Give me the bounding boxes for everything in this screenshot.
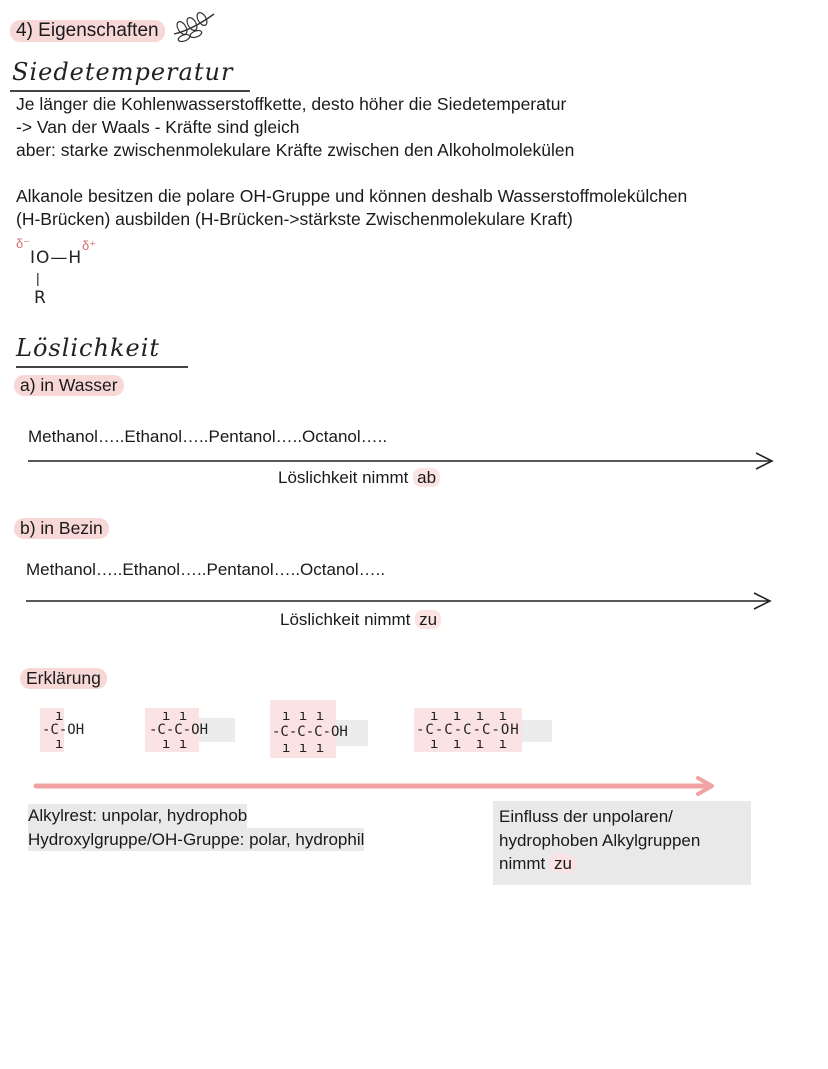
section-title [10,20,165,42]
in-wasser-text: a) in Wasser [20,375,118,395]
box-line: hydrophoben Alkylgruppen [499,830,701,850]
bond-mark: ı ı ı [282,740,325,756]
bond-mark: ı ı [162,708,188,724]
loeslichkeit-underline [16,366,188,368]
bond-mark: ı ı ı ı [430,736,511,752]
wasser-alcohol-chain: Methanol…..Ethanol…..Pentanol…..Octanol….. [28,427,388,446]
in-benzin-text: b) in Bezin [20,518,103,538]
alkyl-hydroxyl-notes [28,804,364,851]
delta-plus-label: δ⁺ [82,238,97,253]
molecule-propanol [270,700,370,758]
in-benzin-label [14,518,109,539]
molecule-butanol [414,708,554,752]
trend-prefix: Löslichkeit nimmt [280,610,416,629]
rest-label: R [34,288,46,308]
wasser-trend-label [278,468,440,488]
text-line: -> Van der Waals - Kräfte sind gleich [16,117,300,137]
trend-word: ab [413,468,440,487]
molecule-formula: -C-C-C-OH [272,724,348,740]
siedetemperatur-paragraph [16,93,574,162]
molecule-formula: -C-C-C-C-OH [416,722,520,738]
box-line: Einfluss der unpolaren/ [499,807,673,826]
hydroxyl-line: Hydroxylgruppe/OH-Gruppe: polar, hydrophil [28,828,364,852]
text-line: (H-Brücken) ausbilden (H-Brücken->stärkste Zwischenmolekulare Kraft) [16,209,573,229]
bond-mark: ı ı ı [282,708,325,724]
bond-mark: ı [55,708,64,724]
oh-group-label: IO—H [30,248,83,268]
bond-mark: ı ı [162,736,188,752]
box-trend-word: zu [550,854,576,873]
box-prefix: nimmt [499,854,550,873]
trend-prefix: Löslichkeit nimmt [278,468,414,487]
benzin-trend-label [280,610,441,630]
oh-highlight [522,720,552,742]
einfluss-box [493,801,751,885]
molecule-methanol [40,708,110,752]
siedetemperatur-underline [10,90,250,92]
section-title-text: 4) Eigenschaften [16,20,159,41]
bond-line: | [36,270,40,286]
trend-word: zu [415,610,441,629]
molecule-formula: -C-OH [42,722,85,738]
text-line: aber: starke zwischenmolekulare Kräfte zwischen den Alkoholmolekülen [16,140,575,160]
bond-mark: ı [55,736,64,752]
text-line: Alkanole besitzen die polare OH-Gruppe und können deshalb Wasserstoffmolekülchen [16,186,688,206]
benzin-alcohol-chain: Methanol…..Ethanol…..Pentanol…..Octanol….. [26,560,386,579]
erklaerung-label [20,668,107,689]
leaf-branch-icon [170,8,218,49]
bond-mark: ı ı ı ı [430,708,511,724]
alkanole-paragraph [16,185,687,231]
molecule-formula: -C-C-OH [149,722,209,738]
molecule-ethanol [145,708,240,752]
in-wasser-label [14,375,124,396]
erklaerung-text: Erklärung [26,668,101,688]
alkylrest-line: Alkylrest: unpolar, hydrophob [28,804,247,828]
text-line: Je länger die Kohlenwasserstoffkette, desto höher die Siedetemperatur [16,94,567,114]
loeslichkeit-heading: Löslichkeit [16,334,161,362]
pink-trend-arrow [34,774,724,803]
delta-minus-label: δ⁻ [16,236,31,251]
box-line-last [499,852,751,876]
siedetemperatur-heading: Siedetemperatur [12,58,234,86]
hydroxyl-formula [16,236,126,312]
